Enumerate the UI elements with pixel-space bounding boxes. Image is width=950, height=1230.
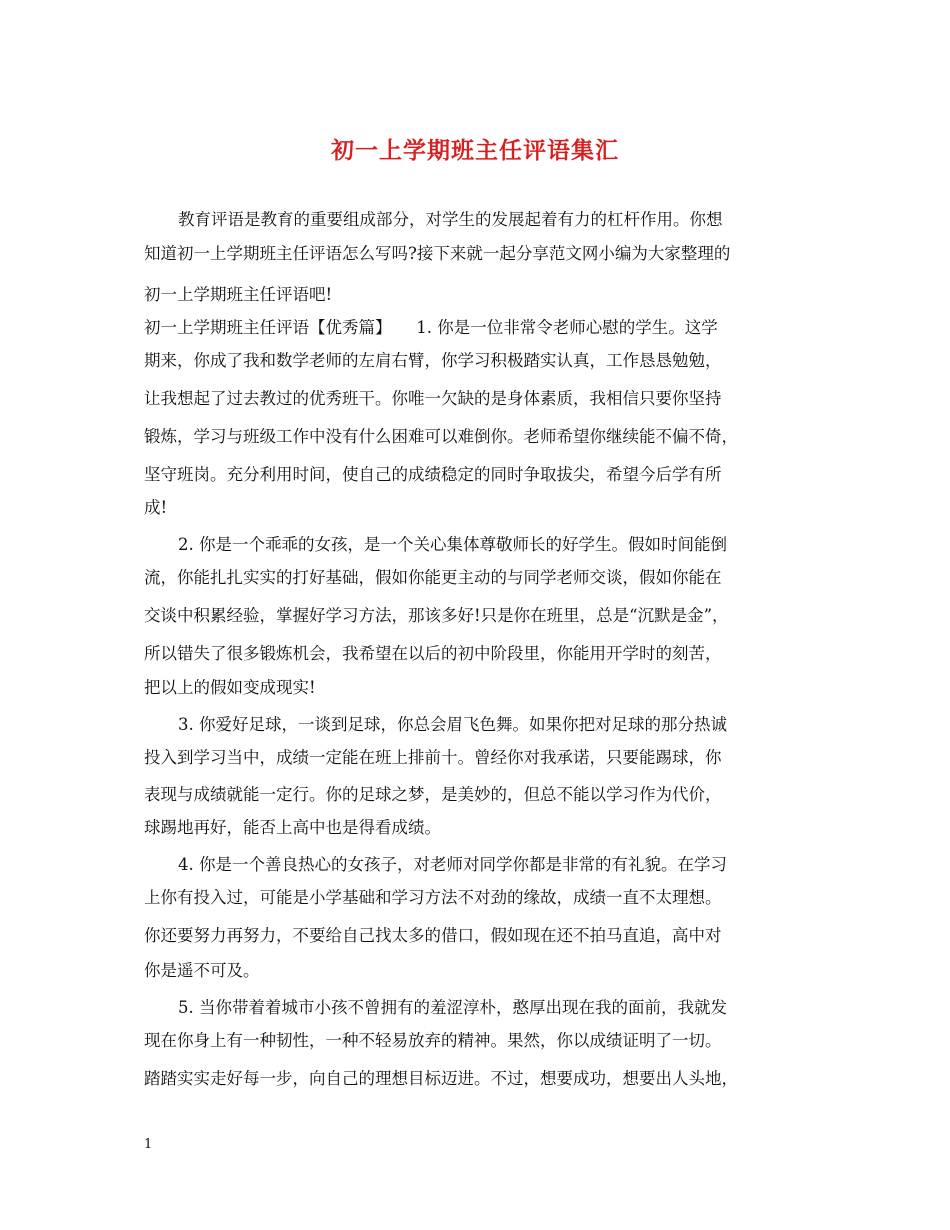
text-line: 成! bbox=[144, 498, 168, 517]
text-line: 你还要努力再努力，不要给自己找太多的借口，假如现在还不拍马直追，高中对 bbox=[144, 926, 722, 945]
text-line: 所以错失了很多锻炼机会，我希望在以后的初中阶段里，你能用开学时的刻苦， bbox=[144, 644, 722, 663]
text-line: 锻炼，学习与班级工作中没有什么困难可以难倒你。老师希望你继续能不偏不倚， bbox=[144, 427, 738, 446]
text-line: 5. 当你带着着城市小孩不曾拥有的羞涩淳朴，憨厚出现在我的面前，我就发 bbox=[178, 998, 727, 1017]
text-line: 4. 你是一个善良热心的女孩子，对老师对同学你都是非常的有礼貌。在学习 bbox=[178, 855, 727, 874]
document-title: 初一上学期班主任评语集汇 bbox=[331, 137, 619, 164]
text-line: 投入到学习当中，成绩一定能在班上排前十。曾经你对我承诺，只要能踢球，你 bbox=[144, 748, 722, 767]
text-line: 把以上的假如变成现实! bbox=[144, 678, 316, 697]
text-line: 初一上学期班主任评语【优秀篇】 1. 你是一位非常令老师心慰的学生。这学 bbox=[144, 318, 718, 337]
text-line: 坚守班岗。充分利用时间，使自己的成绩稳定的同时争取拔尖，希望今后学有所 bbox=[144, 465, 722, 484]
text-line: 上你有投入过，可能是小学基础和学习方法不对劲的缘故，成绩一直不太理想。 bbox=[144, 888, 722, 907]
text-line: 交谈中积累经验，掌握好学习方法，那该多好!只是你在班里，总是“沉默是金”， bbox=[144, 606, 729, 625]
page-number: 1 bbox=[144, 1137, 153, 1152]
text-line: 3. 你爱好足球，一谈到足球，你总会眉飞色舞。如果你把对足球的那分热诚 bbox=[178, 715, 727, 734]
text-line: 期来，你成了我和数学老师的左肩右臂，你学习积极踏实认真，工作恳恳勉勉， bbox=[144, 351, 722, 370]
text-line: 你是遥不可及。 bbox=[144, 961, 260, 980]
text-line: 表现与成绩就能一定行。你的足球之梦，是美妙的，但总不能以学习作为代价， bbox=[144, 785, 722, 804]
text-line: 教育评语是教育的重要组成部分，对学生的发展起着有力的杠杆作用。你想 bbox=[178, 210, 723, 229]
text-line: 初一上学期班主任评语吧! bbox=[144, 285, 333, 304]
text-line: 球踢地再好，能否上高中也是得看成绩。 bbox=[144, 818, 441, 837]
text-line: 现在你身上有一种韧性，一种不轻易放弃的精神。果然，你以成绩证明了一切。 bbox=[144, 1031, 722, 1050]
text-line: 2. 你是一个乖乖的女孩，是一个关心集体尊敬师长的好学生。假如时间能倒 bbox=[178, 535, 727, 554]
text-line: 让我想起了过去教过的优秀班干。你唯一欠缺的是身体素质，我相信只要你坚持 bbox=[144, 389, 722, 408]
text-line: 知道初一上学期班主任评语怎么写吗?接下来就一起分享范文网小编为大家整理的 bbox=[144, 244, 731, 263]
text-line: 流，你能扎扎实实的打好基础，假如你能更主动的与同学老师交谈，假如你能在 bbox=[144, 568, 722, 587]
text-line: 踏踏实实走好每一步，向自己的理想目标迈进。不过，想要成功，想要出人头地， bbox=[144, 1069, 738, 1088]
